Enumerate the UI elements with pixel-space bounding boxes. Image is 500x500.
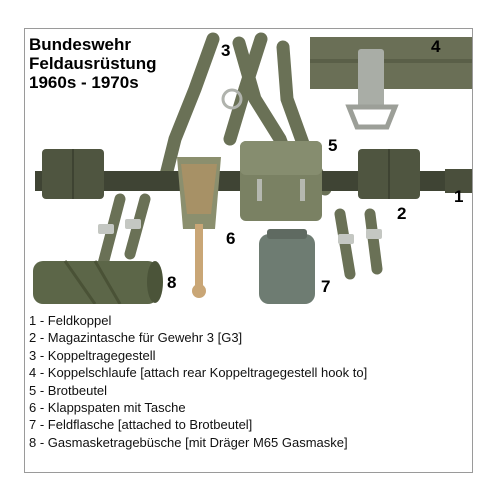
page-title xyxy=(29,35,157,92)
klappspaten xyxy=(177,157,221,298)
koppelschlaufe-closeup xyxy=(310,37,472,127)
brotbeutel xyxy=(240,141,322,221)
legend-item: 1 - Feldkoppel xyxy=(29,313,112,328)
title-line-2: Feldausrüstung xyxy=(29,54,157,73)
gasmaske-dose xyxy=(33,261,163,304)
callout-4: 4 xyxy=(431,37,441,56)
title-line-1: Bundeswehr xyxy=(29,35,132,54)
callout-5: 5 xyxy=(328,136,338,155)
callout-1: 1 xyxy=(454,187,464,206)
legend-item: 4 - Koppelschlaufe [attach rear Koppeltragegestell hook to] xyxy=(29,365,368,381)
photo-frame xyxy=(24,28,473,473)
callout-2: 2 xyxy=(397,204,407,223)
callout-3: 3 xyxy=(221,41,231,60)
legend-item: 5 - Brotbeutel xyxy=(29,382,108,398)
legend-item: 3 - Koppeltragegestell xyxy=(29,347,156,363)
legend-item: 7 - Feldflasche [attached to Brotbeutel] xyxy=(29,417,253,433)
title-line-3: 1960s - 1970s xyxy=(29,73,139,92)
callout-7: 7 xyxy=(321,277,331,296)
legend-item: 2 - Magazintasche für Gewehr 3 [G3] xyxy=(29,330,243,346)
callout-8: 8 xyxy=(167,273,177,292)
callout-6: 6 xyxy=(226,229,236,248)
legend xyxy=(29,312,367,451)
magazintasche-left xyxy=(42,149,104,199)
feldflasche xyxy=(259,229,315,304)
legend-item: 8 - Gasmasketragebüsche [mit Dräger M65 Gasmaske] xyxy=(29,434,348,450)
magazintasche-right xyxy=(358,149,420,199)
legend-item: 6 - Klappspaten mit Tasche xyxy=(29,400,186,416)
